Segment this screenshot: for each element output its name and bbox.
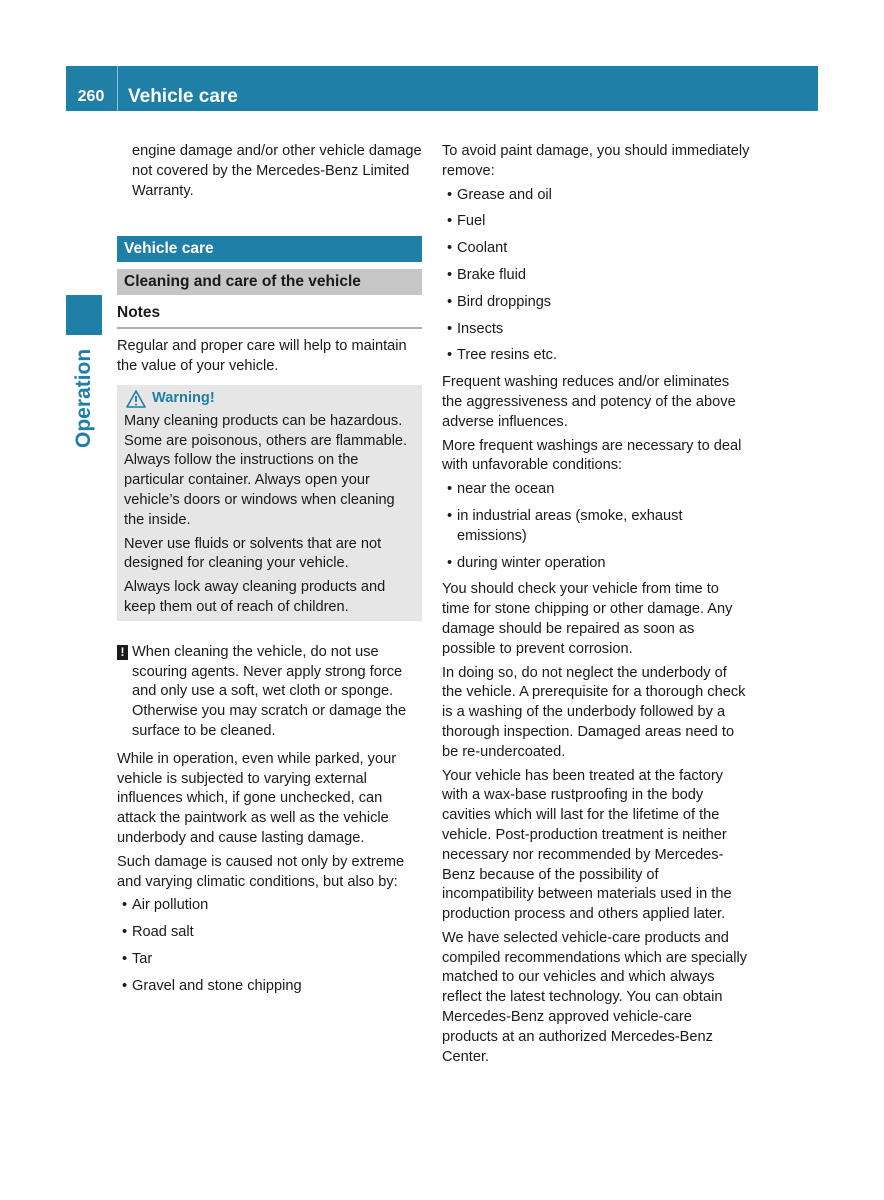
list-item: • Bird droppings (442, 293, 750, 313)
list-item: • Grease and oil (442, 186, 750, 206)
list-item: • near the ocean (442, 480, 750, 500)
check-paragraph: You should check your vehicle from time to time for stone chipping or other damage. Any damage should be repaired as soon as possible to prevent corrosion. (442, 581, 733, 657)
list-item: • Air pollution (117, 896, 422, 916)
header-divider (117, 66, 118, 111)
underbody-paragraph: In doing so, do not neglect the underbody of the vehicle. A prerequisite for a thorough check is a washing of the underbody followed by a thorough inspection. Damaged areas need to be re-undercoated. (442, 664, 746, 760)
paint-intro: To avoid paint damage, you should immediately remove: (442, 143, 750, 179)
list-item: • Brake fluid (442, 266, 750, 286)
washing-paragraph: Frequent washing reduces and/or eliminates the aggressiveness and potency of the above adverse influences. (442, 374, 736, 430)
caution-text: When cleaning the vehicle, do not use scouring agents. Never apply strong force and only use a soft, wet cloth or sponge. Otherwise you may scratch or damage the surface to be cleaned. (132, 643, 407, 739)
conditions-list (442, 480, 750, 573)
warning-paragraph: Never use fluids or solvents that are not designed for cleaning your vehicle. (124, 535, 382, 572)
list-item: • Coolant (442, 239, 750, 259)
causes-paragraph: Such damage is caused not only by extreme and varying climatic conditions, but also by: (117, 853, 405, 890)
left-column (117, 142, 422, 997)
causes-list (117, 896, 422, 996)
list-item: • during winter operation (442, 554, 750, 574)
list-item: • in industrial areas (smoke, exhaust emissions) (442, 507, 750, 547)
list-item: • Fuel (442, 212, 750, 232)
intro-paragraph: Regular and proper care will help to maintain the value of your vehicle. (117, 338, 407, 375)
warning-header (124, 389, 416, 409)
factory-paragraph: Your vehicle has been treated at the factory with a wax-base rustproofing in the body cavities which will last for the lifetime of the vehicle. Post-production treatment is neither necessary nor recommended by Mercedes-Benz because of the possibility of incompatibility between materials used in the production process and others applied later. (442, 767, 732, 923)
warning-title: Warning! (152, 389, 215, 406)
subsection-heading: Cleaning and care of the vehicle (117, 269, 422, 295)
caution-note (117, 643, 422, 742)
side-tab-marker (66, 295, 102, 335)
exclamation-icon: ! (117, 645, 128, 660)
list-item: • Tar (117, 950, 422, 970)
products-paragraph: We have selected vehicle-care products and compiled recommendations which are specially matched to our vehicles and which always reflect the latest technology. You can obtain Mercedes-Benz approved vehicle-care products at an authorized Mercedes-Benz Center. (442, 929, 747, 1065)
list-item: • Gravel and stone chipping (117, 977, 422, 997)
warning-box (117, 385, 422, 621)
warning-triangle-icon (126, 390, 146, 408)
remove-list (442, 186, 750, 367)
list-item: • Insects (442, 320, 750, 340)
list-item: • Tree resins etc. (442, 346, 750, 366)
section-heading: Vehicle care (117, 236, 422, 262)
page-title: Vehicle care (128, 86, 238, 107)
list-item: • Road salt (117, 923, 422, 943)
right-column (442, 142, 750, 1067)
notes-heading: Notes (117, 303, 422, 329)
frequent-paragraph: More frequent washings are necessary to deal with unfavorable conditions: (442, 437, 742, 474)
warning-paragraph: Always lock away cleaning products and keep them out of reach of children. (124, 579, 386, 615)
warning-paragraph: Many cleaning products can be hazardous. Some are poisonous, others are flammable. Always follow the instructions on the particular container. Always open your vehicle’s doors or windows when cleaning the inside. (124, 412, 408, 528)
operation-paragraph: While in operation, even while parked, your vehicle is subjected to varying external influences which, if gone unchecked, can attack the paintwork as well as the vehicle underbody and cause lasting damage. (117, 750, 397, 846)
side-tab-label: Operation (72, 348, 95, 448)
page-number: 260 (77, 88, 105, 105)
continued-text: engine damage and/or other vehicle damage not covered by the Mercedes-Benz Limited Warranty. (132, 143, 422, 199)
